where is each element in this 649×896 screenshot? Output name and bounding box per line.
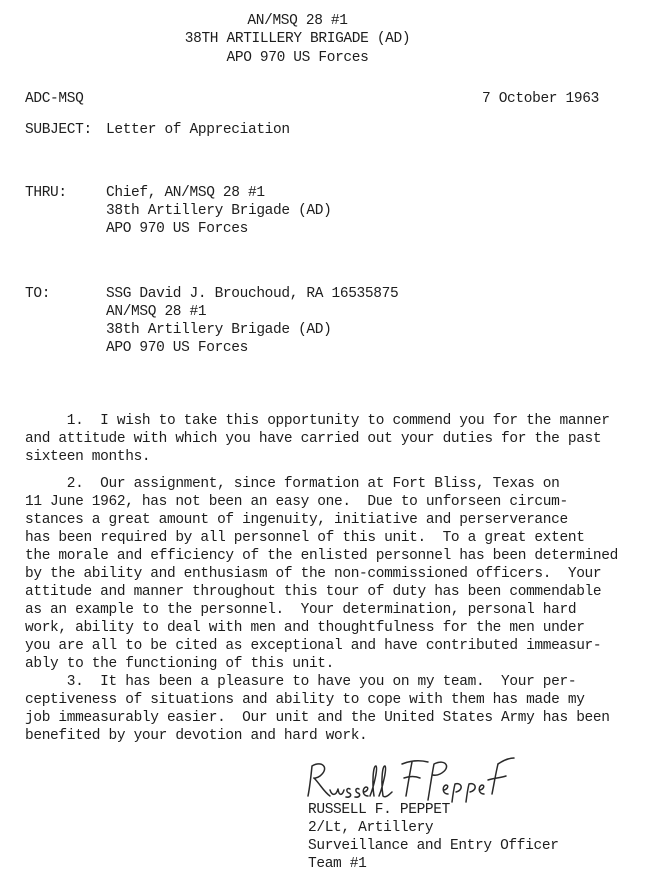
paragraph-line: work, ability to deal with men and thoughtfulness for the men under (25, 620, 585, 636)
thru-address-line: Chief, AN/MSQ 28 #1 (106, 185, 265, 201)
letterhead-unit: AN/MSQ 28 #1 (247, 13, 348, 29)
paragraph-line: benefited by your devotion and hard work. (25, 728, 368, 744)
paragraph-line: ably to the functioning of this unit. (25, 656, 335, 672)
paragraph-line: has been required by all personnel of this unit. To a great extent (25, 530, 585, 546)
letterhead-brigade: 38TH ARTILLERY BRIGADE (AD) (184, 31, 411, 47)
paragraph-line: job immeasurably easier. Our unit and the United States Army has been (25, 710, 610, 726)
office-symbol: ADC-MSQ (25, 91, 84, 107)
paragraph-line: ceptiveness of situations and ability to cope with them has made my (25, 692, 585, 708)
signatory-title: Surveillance and Entry Officer (308, 838, 559, 854)
thru-label: THRU: (25, 185, 67, 201)
to-label: TO: (25, 286, 51, 302)
to-address-line: APO 970 US Forces (106, 340, 248, 356)
signatory-rank: 2/Lt, Artillery (308, 820, 434, 836)
paragraph-line: 2. Our assignment, since formation at Fort Bliss, Texas on (25, 476, 560, 492)
paragraph-line: stances a great amount of ingenuity, initiative and perserverance (25, 512, 568, 528)
signatory-team: Team #1 (308, 856, 367, 872)
paragraph-1 (25, 412, 610, 466)
paragraph-line: you are all to be cited as exceptional and have contributed immeasur- (25, 638, 602, 654)
paragraph-line: 1. I wish to take this opportunity to commend you for the manner (25, 413, 610, 429)
paragraph-line: 11 June 1962, has not been an easy one. Due to unforseen circum- (25, 494, 568, 510)
to-address-line: AN/MSQ 28 #1 (106, 304, 207, 320)
paragraph-line: attitude and manner throughout this tour of duty has been commendable (25, 584, 602, 600)
paragraph-line: and attitude with which you have carried out your duties for the past (25, 431, 602, 447)
paragraph-line: by the ability and enthusiasm of the non-commissioned officers. Your (25, 566, 602, 582)
paragraph-line: 3. It has been a pleasure to have you on my team. Your per- (25, 674, 577, 690)
thru-address-line: APO 970 US Forces (106, 221, 248, 237)
to-address-line: 38th Artillery Brigade (AD) (106, 322, 332, 338)
subject-label: SUBJECT: (25, 122, 92, 138)
thru-address-line: 38th Artillery Brigade (AD) (106, 203, 332, 219)
paragraph-line: the morale and efficiency of the enlisted personnel has been determined (25, 548, 618, 564)
to-address-line: SSG David J. Brouchoud, RA 16535875 (106, 286, 399, 302)
paragraph-line: as an example to the personnel. Your determination, personal hard (25, 602, 577, 618)
thru-address (106, 184, 332, 238)
paragraph-2 (25, 475, 618, 673)
to-address (106, 285, 398, 357)
letter-date: 7 October 1963 (482, 91, 599, 107)
paragraph-3 (25, 673, 610, 745)
signatory-name: RUSSELL F. PEPPET (308, 802, 450, 818)
signature-block (308, 801, 559, 873)
paragraph-line: sixteen months. (25, 449, 151, 465)
letterhead-apo: APO 970 US Forces (226, 50, 369, 66)
subject-text: Letter of Appreciation (106, 122, 290, 138)
